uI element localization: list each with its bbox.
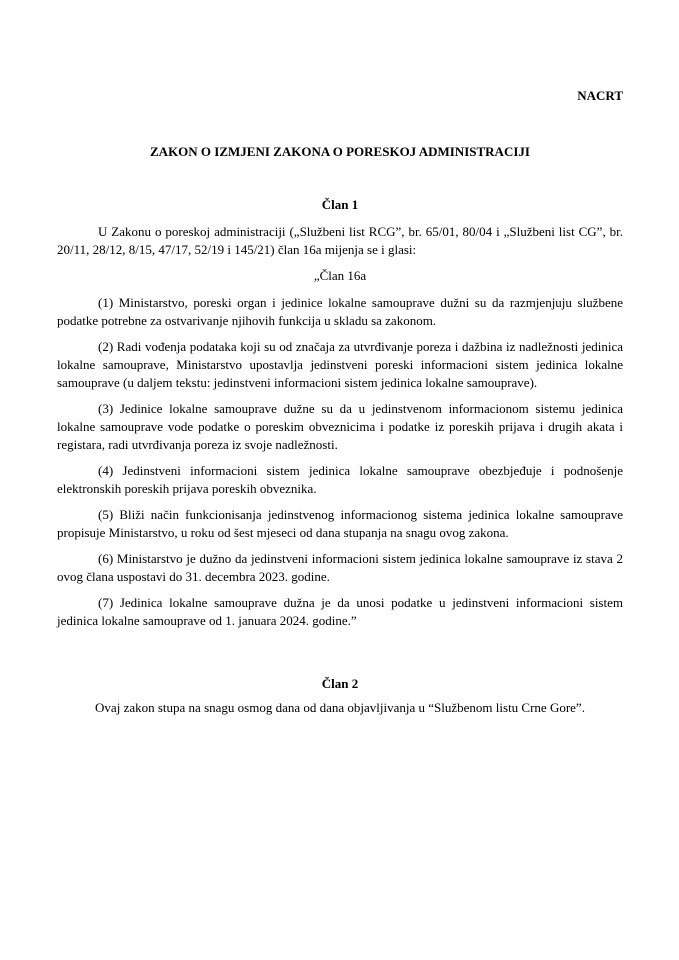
article-1-heading: Član 1	[321, 197, 359, 212]
paragraph-7: (7) Jedinica lokalne samouprave dužna je da unosi podatke u jedinstveni informacioni sistem jedinica lokalne samouprave od 1. januara 2024. godine.”	[57, 595, 623, 628]
article-16a-paragraphs	[57, 294, 623, 638]
law-title: ZAKON O IZMJENI ZAKONA O PORESKOJ ADMINISTRACIJI	[150, 144, 530, 159]
article-16a-heading: „Član 16a	[313, 268, 367, 283]
draft-label: NACRT	[577, 88, 623, 103]
article-2-text: Ovaj zakon stupa na snagu osmog dana od dana objavljivanja u “Službenom listu Crne Gore”.	[95, 700, 585, 715]
paragraph-4: (4) Jedinstveni informacioni sistem jedinica lokalne samouprave obezbjeđuje i podnošenje elektronskih poreskih prijava poreskih obveznika.	[57, 463, 623, 496]
article-1-intro: U Zakonu o poreskoj administraciji („Službeni list RCG”, br. 65/01, 80/04 i „Službeni list CG”, br. 20/11, 28/12, 8/15, 47/17, 52/19 i 145/21) član 16a mijenja se i glasi:	[57, 224, 623, 257]
paragraph-5: (5) Bliži način funkcionisanja jedinstvenog informacionog sistema jedinica lokalne samouprave propisuje Ministarstvo, u roku od šest mjeseci od dana stupanja na snagu ovog zakona.	[57, 507, 623, 540]
paragraph-2: (2) Radi vođenja podataka koji su od značaja za utvrđivanje poreza i dažbina iz nadležnosti jedinica lokalne samouprave, Ministarstvo upostavlja jedinstveni poreski informacioni sistem jedinica lokalne samouprave (u daljem tekstu: jedinstveni informacioni sistem jedinica lokalne samouprave).	[57, 339, 623, 390]
paragraph-6: (6) Ministarstvo je dužno da jedinstveni informacioni sistem jedinica lokalne samouprave iz stava 2 ovog člana uspostavi do 31. decembra 2023. godine.	[57, 551, 623, 584]
paragraph-1: (1) Ministarstvo, poreski organ i jedinice lokalne samouprave dužni su da razmjenjuju službene podatke potrebne za ostvarivanje njihovih funkcija u skladu sa zakonom.	[57, 295, 623, 328]
paragraph-3: (3) Jedinice lokalne samouprave dužne su da u jedinstvenom informacionom sistemu jedinica lokalne samouprave vode podatke o poreskim obveznicima i podatke iz poreskih prijava i drugih akata i registara, radi utvrđivanja poreza iz svoje nadležnosti.	[57, 401, 623, 452]
article-2-heading: Član 2	[321, 676, 359, 691]
